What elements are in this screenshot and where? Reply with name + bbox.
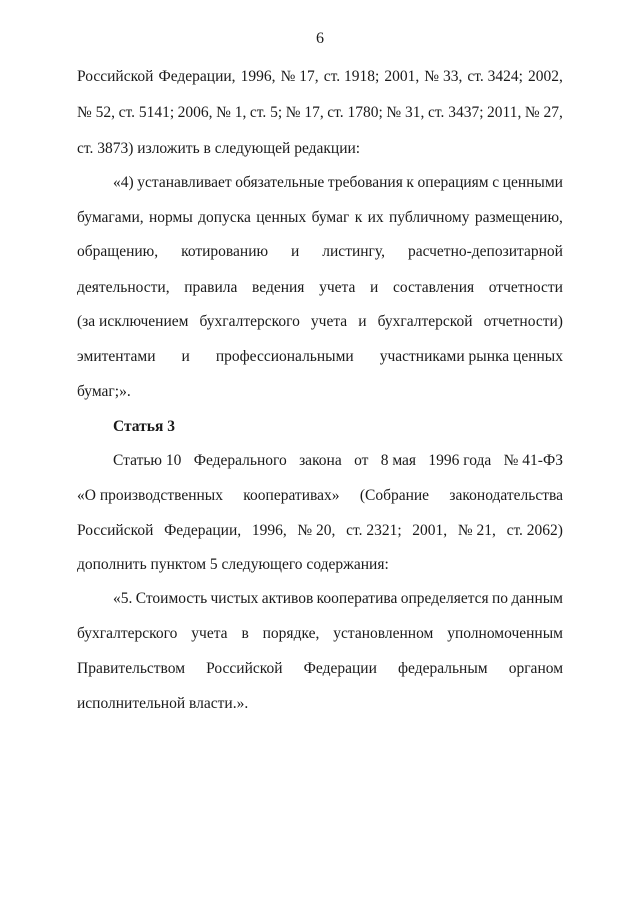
word: Стоимость	[135, 590, 208, 607]
word: Российской	[77, 522, 154, 539]
word: их	[367, 209, 384, 226]
quote2-line-1	[113, 589, 563, 609]
word: и	[291, 243, 300, 260]
word: 2011,	[487, 104, 522, 121]
quote1-line-1	[113, 173, 563, 193]
word: кооператива	[316, 590, 398, 607]
word: ст. 2321;	[346, 522, 402, 539]
quote1-line-4	[77, 278, 563, 298]
word: чистых	[210, 590, 259, 607]
paragraph1-line-2	[77, 103, 563, 123]
word: № 17,	[280, 68, 319, 85]
word: котированию	[181, 243, 269, 260]
word: ст. 1918;	[323, 68, 380, 85]
word: № 20,	[297, 522, 336, 539]
word: законодательства	[449, 487, 563, 504]
word: ст. 5;	[249, 104, 283, 121]
article-heading: Статья 3	[113, 418, 175, 435]
word: порядке,	[262, 625, 320, 642]
word: публичному	[389, 209, 470, 226]
word: профессиональными	[215, 348, 354, 365]
paragraph2-line-4: дополнить пунктом 5 следующего содержания:	[77, 556, 389, 573]
word: данным	[511, 590, 563, 607]
word: учета	[319, 279, 356, 296]
word: ст. 5141;	[118, 104, 175, 121]
word: с	[492, 174, 500, 191]
word: учета	[191, 625, 228, 642]
word: деятельности,	[77, 279, 170, 296]
word: 8 мая	[380, 452, 417, 469]
word: органом	[508, 660, 563, 677]
word: определяется	[400, 590, 489, 607]
quote2-line-3	[77, 659, 563, 679]
word: № 33,	[424, 68, 463, 85]
word: (Собрание	[359, 487, 430, 504]
word: Российской	[77, 68, 154, 85]
word: № 52,	[77, 104, 116, 121]
word: расчетно-депозитарной	[407, 243, 563, 260]
word: обращению,	[77, 243, 159, 260]
word: № 41-ФЗ	[503, 452, 563, 469]
word: Статью 10	[113, 452, 182, 469]
word: бумагами,	[77, 209, 144, 226]
word: 2001,	[412, 522, 448, 539]
word: Российской	[206, 660, 283, 677]
word: ст. 2062)	[506, 522, 563, 539]
word: в	[241, 625, 249, 642]
word: обязательные	[235, 174, 325, 191]
word: и	[358, 313, 367, 330]
word: от	[354, 452, 369, 469]
quote1-line-2	[77, 208, 563, 228]
paragraph1-line-1	[77, 67, 563, 87]
word: правила	[184, 279, 238, 296]
word: «4)	[113, 174, 134, 191]
word: ценными	[502, 174, 563, 191]
word: уполномоченным	[447, 625, 563, 642]
word: ведения	[252, 279, 305, 296]
word: ценных	[256, 209, 307, 226]
word: отчетности	[488, 279, 563, 296]
quote2-line-4: исполнительной власти.».	[77, 695, 249, 712]
paragraph2-line-2	[77, 486, 563, 506]
word: бумаг	[311, 209, 350, 226]
word: кооперативах»	[243, 487, 340, 504]
word: Правительством	[77, 660, 186, 677]
word: требования	[327, 174, 403, 191]
word: закона	[299, 452, 342, 469]
word: 1996 года	[428, 452, 492, 469]
word: № 21,	[457, 522, 496, 539]
page-number: 6	[316, 30, 324, 47]
word: допуска	[198, 209, 251, 226]
word: 1996,	[251, 522, 287, 539]
word: № 1,	[216, 104, 247, 121]
word: нормы	[149, 209, 193, 226]
word: Федерации	[303, 660, 377, 677]
word: составления	[392, 279, 475, 296]
word: 2002,	[528, 68, 563, 85]
word: участниками рынка ценных	[379, 348, 563, 365]
word: Федерации,	[164, 522, 242, 539]
word: и	[181, 348, 190, 365]
paragraph2-line-1	[113, 451, 563, 471]
word: к	[354, 209, 363, 226]
word: «5.	[113, 590, 133, 607]
word: № 31,	[386, 104, 425, 121]
word: устанавливает	[137, 174, 232, 191]
word: федеральным	[398, 660, 488, 677]
word: «О производственных	[77, 487, 223, 504]
word: (за исключением	[77, 313, 189, 330]
quote1-line-7: бумаг;».	[77, 383, 131, 400]
word: и	[370, 279, 379, 296]
word: Федерации,	[158, 68, 236, 85]
word: листингу,	[322, 243, 385, 260]
word: к	[406, 174, 414, 191]
word: бухгалтерского	[77, 625, 178, 642]
quote2-line-2	[77, 624, 563, 644]
paragraph2-line-3	[77, 521, 563, 541]
word: по	[492, 590, 509, 607]
word: бухгалтерского	[199, 313, 300, 330]
word: бухгалтерской	[377, 313, 473, 330]
word: ст. 1780;	[327, 104, 383, 121]
word: 2006,	[177, 104, 213, 121]
word: 2001,	[384, 68, 420, 85]
word: отчетности)	[483, 313, 563, 330]
word: ст. 3437;	[427, 104, 484, 121]
word: ст. 3424;	[467, 68, 523, 85]
word: размещению,	[474, 209, 563, 226]
word: 1996,	[240, 68, 276, 85]
word: операциям	[417, 174, 489, 191]
word: установленном	[333, 625, 434, 642]
word: № 27,	[524, 104, 563, 121]
word: активов	[261, 590, 314, 607]
word: Федерального	[193, 452, 287, 469]
word: учета	[310, 313, 348, 330]
word: эмитентами	[77, 348, 156, 365]
word: № 17,	[285, 104, 324, 121]
paragraph1-line-3: ст. 3873) изложить в следующей редакции:	[77, 140, 361, 157]
quote1-line-6	[77, 347, 563, 367]
quote1-line-5	[77, 312, 563, 332]
quote1-line-3	[77, 242, 563, 262]
